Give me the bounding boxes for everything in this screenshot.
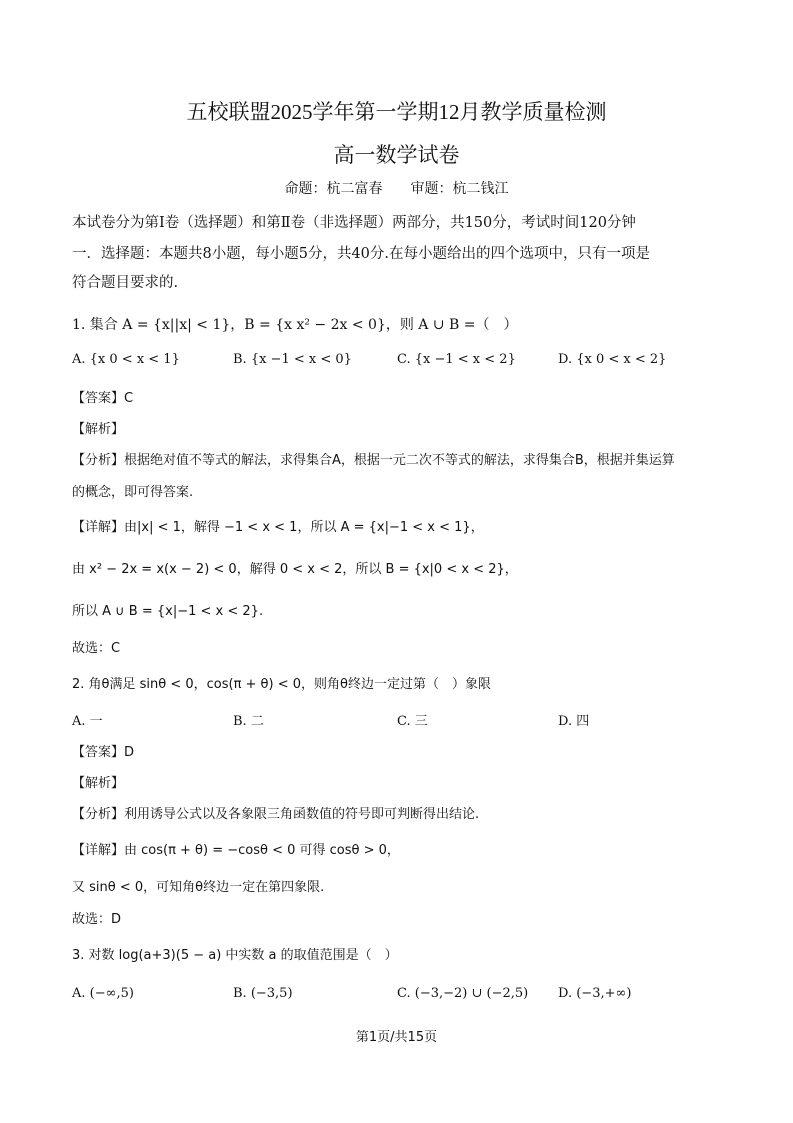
q2-analysis-line-1: 【分析】利用诱导公式以及各象限三角函数值的符号即可判断得出结论. bbox=[72, 807, 480, 822]
q2-option-c: C. 三 bbox=[397, 714, 428, 729]
intro-line-1: 本试卷分为第Ⅰ卷（选择题）和第Ⅱ卷（非选择题）两部分，共150分，考试时间120分钟 bbox=[72, 215, 636, 231]
q3-option-a: A. (−∞,5) bbox=[72, 986, 134, 1001]
q2-choice: 故选：D bbox=[72, 912, 122, 927]
q1-detail-line-1: 【详解】由|x| < 1，解得 −1 < x < 1，所以 A = {x|−1 < x < 1}， bbox=[72, 520, 484, 535]
q2-answer: 【答案】D bbox=[72, 745, 135, 760]
q1-option-b: B. {x −1 < x < 0} bbox=[233, 352, 352, 367]
q1-answer: 【答案】C bbox=[72, 391, 134, 406]
q3-option-c: C. (−3,−2) ∪ (−2,5) bbox=[397, 986, 529, 1001]
exam-authors: 命题：杭二富春 审题：杭二钱江 bbox=[284, 181, 509, 197]
q2-option-a: A. 一 bbox=[72, 714, 103, 729]
q3-option-b: B. (−3,5) bbox=[233, 986, 293, 1001]
q1-analysis-line-1: 【分析】根据绝对值不等式的解法，求得集合A，根据一元二次不等式的解法，求得集合B，根据并集运算 bbox=[72, 453, 675, 468]
exam-title: 五校联盟2025学年第一学期12月教学质量检测 bbox=[186, 100, 607, 124]
q1-choice: 故选：C bbox=[72, 641, 121, 656]
q1-option-d: D. {x 0 < x < 2} bbox=[558, 352, 667, 367]
q3-option-d: D. (−3,+∞) bbox=[558, 986, 632, 1001]
q2-analysis-label: 【解析】 bbox=[72, 776, 125, 791]
q1-analysis-line-2: 的概念，即可得答案. bbox=[72, 485, 194, 500]
q2-detail-line-2: 又 sinθ < 0，可知角θ终边一定在第四象限. bbox=[72, 880, 325, 895]
q1-option-c: C. {x −1 < x < 2} bbox=[397, 352, 516, 367]
q1-detail-line-2: 由 x² − 2x = x(x − 2) < 0，解得 0 < x < 2，所以 B = {x|0 < x < 2}， bbox=[72, 562, 518, 577]
q1-stem: 1. 集合 A = {x||x| < 1}，B = {x x² − 2x < 0}，则 A ∪ B =（ ） bbox=[72, 317, 518, 333]
q3-stem: 3. 对数 log(a+3)(5 − a) 中实数 a 的取值范围是（ ） bbox=[72, 948, 398, 963]
q1-detail-line-3: 所以 A ∪ B = {x|−1 < x < 2}. bbox=[72, 604, 264, 619]
q2-detail-line-1: 【详解】由 cos(π + θ) = −cosθ < 0 可得 cosθ > 0， bbox=[72, 843, 400, 858]
page-number: 第1页/共15页 bbox=[355, 1030, 438, 1045]
exam-subtitle: 高一数学试卷 bbox=[333, 143, 460, 167]
q2-option-d: D. 四 bbox=[558, 714, 590, 729]
intro-line-2: 一．选择题：本题共8小题，每小题5分，共40分.在每小题给出的四个选项中，只有一项是 bbox=[72, 246, 651, 262]
q1-analysis-label: 【解析】 bbox=[72, 422, 125, 437]
q1-option-a: A. {x 0 < x < 1} bbox=[72, 352, 180, 367]
intro-line-3: 符合题目要求的. bbox=[72, 275, 179, 291]
q2-stem: 2. 角θ满足 sinθ < 0，cos(π + θ) < 0，则角θ终边一定过第（ ）象限 bbox=[72, 677, 491, 692]
q2-option-b: B. 二 bbox=[233, 714, 264, 729]
